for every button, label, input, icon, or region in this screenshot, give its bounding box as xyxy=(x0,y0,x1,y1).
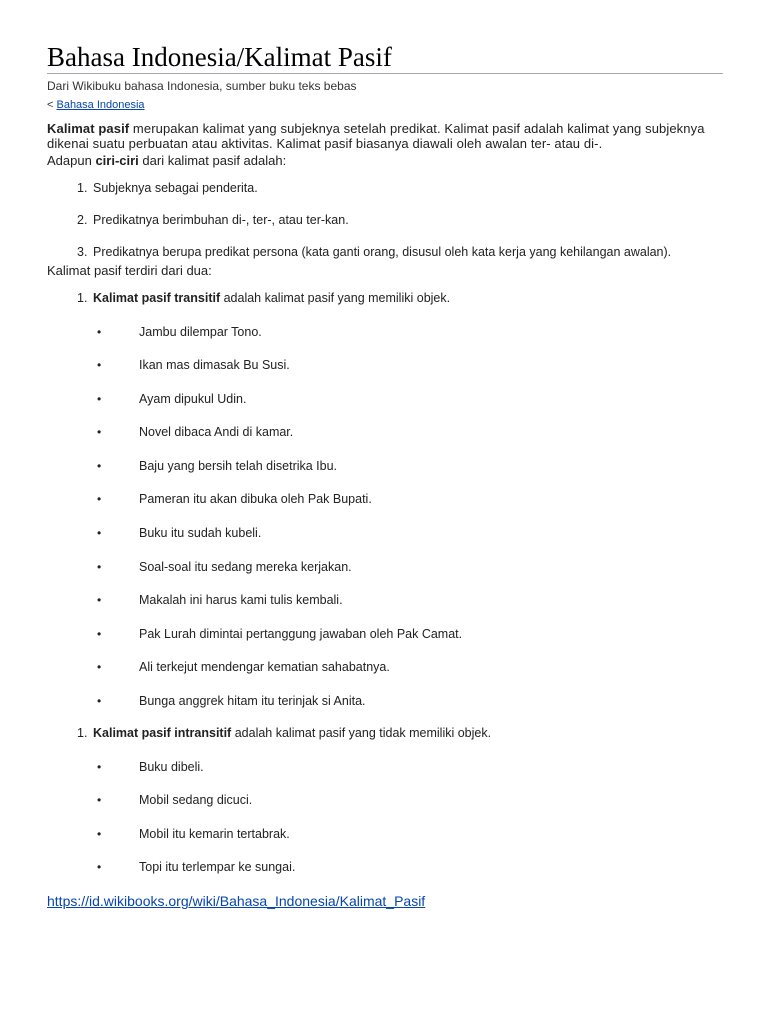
list-number: 2. xyxy=(77,213,88,227)
source-url-link[interactable]: https://id.wikibooks.org/wiki/Bahasa_Indonesia/Kalimat_Pasif xyxy=(47,893,426,909)
bullet-icon: • xyxy=(97,526,102,541)
list-item-text: Jambu dilempar Tono. xyxy=(139,324,262,339)
list-item xyxy=(47,526,723,541)
list-item xyxy=(47,793,723,808)
list-item-text: Novel dibaca Andi di kamar. xyxy=(139,425,294,440)
breadcrumb-prefix: < xyxy=(47,99,57,111)
ciri-intro xyxy=(47,153,723,168)
bullet-icon: • xyxy=(97,324,102,339)
list-item xyxy=(47,860,723,875)
bullet-icon: • xyxy=(97,694,102,709)
list-item xyxy=(47,694,723,709)
list-item-text: Buku itu sudah kubeli. xyxy=(139,526,262,541)
breadcrumb xyxy=(47,97,723,113)
list-item xyxy=(47,245,723,260)
bullet-icon: • xyxy=(97,626,102,641)
intransitif-text: adalah kalimat pasif yang tidak memiliki objek. xyxy=(231,726,492,741)
list-item xyxy=(47,827,723,842)
bullet-icon: • xyxy=(97,593,102,608)
transitif-heading xyxy=(47,291,723,306)
bullet-icon: • xyxy=(97,559,102,574)
list-item-text: Ayam dipukul Udin. xyxy=(139,391,247,406)
list-number: 1. xyxy=(77,181,88,195)
list-item-text: Mobil itu kemarin tertabrak. xyxy=(139,826,290,841)
bullet-icon: • xyxy=(97,660,102,675)
list-item-text: Mobil sedang dicuci. xyxy=(139,793,253,808)
page-subtitle: Dari Wikibuku bahasa Indonesia, sumber buku teks bebas xyxy=(47,79,357,93)
bullet-icon: • xyxy=(97,860,102,875)
intransitif-term: Kalimat pasif intransitif xyxy=(93,726,232,741)
bullet-icon: • xyxy=(97,425,102,440)
list-item xyxy=(47,760,723,775)
bullet-icon: • xyxy=(97,391,102,406)
list-item-text: Subjeknya sebagai penderita. xyxy=(93,181,258,195)
list-item-text: Makalah ini harus kami tulis kembali. xyxy=(139,593,343,608)
intransitif-heading xyxy=(47,726,723,741)
bullet-icon: • xyxy=(97,826,102,841)
list-number: 1. xyxy=(77,726,88,741)
intro-paragraph xyxy=(47,121,723,151)
list-number: 3. xyxy=(77,245,88,259)
list-item xyxy=(47,392,723,407)
list-item xyxy=(47,593,723,608)
list-item-text: Pak Lurah dimintai pertanggung jawaban oleh Pak Camat. xyxy=(139,626,463,641)
bullet-icon: • xyxy=(97,759,102,774)
list-item xyxy=(47,459,723,474)
list-item xyxy=(47,425,723,440)
list-item xyxy=(47,492,723,507)
transitif-term: Kalimat pasif transitif xyxy=(93,291,221,305)
list-item-text: Ali terkejut mendengar kematian sahabatnya. xyxy=(139,660,390,675)
list-item-text: Bunga anggrek hitam itu terinjak si Anita. xyxy=(139,694,366,709)
transitif-examples xyxy=(47,325,723,710)
bullet-icon: • xyxy=(97,793,102,808)
list-item xyxy=(47,560,723,575)
ciri-intro-after: dari kalimat pasif adalah: xyxy=(138,153,287,168)
transitif-text: adalah kalimat pasif yang memiliki objek. xyxy=(220,291,451,305)
list-item-text: Buku dibeli. xyxy=(139,759,204,774)
bullet-icon: • xyxy=(97,358,102,373)
list-item-text: Baju yang bersih telah disetrika Ibu. xyxy=(139,458,338,473)
list-item xyxy=(47,213,723,228)
list-item-text: Predikatnya berupa predikat persona (kata ganti orang, disusul oleh kata kerja yang kehilangan awalan). xyxy=(93,245,672,259)
list-item xyxy=(47,181,723,196)
list-item-text: Predikatnya berimbuhan di-, ter-, atau ter-kan. xyxy=(93,213,349,227)
list-item xyxy=(47,358,723,373)
page-title: Bahasa Indonesia/Kalimat Pasif xyxy=(47,42,723,74)
intro-term: Kalimat pasif xyxy=(47,121,130,136)
list-item xyxy=(47,660,723,675)
intransitif-examples xyxy=(47,760,723,876)
intro-text: merupakan kalimat yang subjeknya setelah predikat. Kalimat pasif adalah kalimat yang subjeknya dikenai suatu perbuatan atau aktivitas. Kalimat pasif biasanya diawali oleh awalan ter- atau di-. xyxy=(47,121,705,151)
list-item-text: Pameran itu akan dibuka oleh Pak Bupati. xyxy=(139,492,372,507)
ciri-list xyxy=(47,181,723,260)
list-item-text: Soal-soal itu sedang mereka kerjakan. xyxy=(139,559,352,574)
list-item-text: Topi itu terlempar ke sungai. xyxy=(139,860,296,875)
bullet-icon: • xyxy=(97,492,102,507)
breadcrumb-link[interactable]: Bahasa Indonesia xyxy=(56,99,145,111)
list-item xyxy=(47,627,723,642)
list-item-text: Ikan mas dimasak Bu Susi. xyxy=(139,358,290,373)
ciri-intro-term: ciri-ciri xyxy=(95,153,139,168)
types-intro: Kalimat pasif terdiri dari dua: xyxy=(47,263,212,278)
list-number: 1. xyxy=(77,291,88,305)
list-item xyxy=(47,325,723,340)
ciri-intro-before: Adapun xyxy=(47,153,96,168)
document-page xyxy=(47,42,723,875)
bullet-icon: • xyxy=(97,458,102,473)
